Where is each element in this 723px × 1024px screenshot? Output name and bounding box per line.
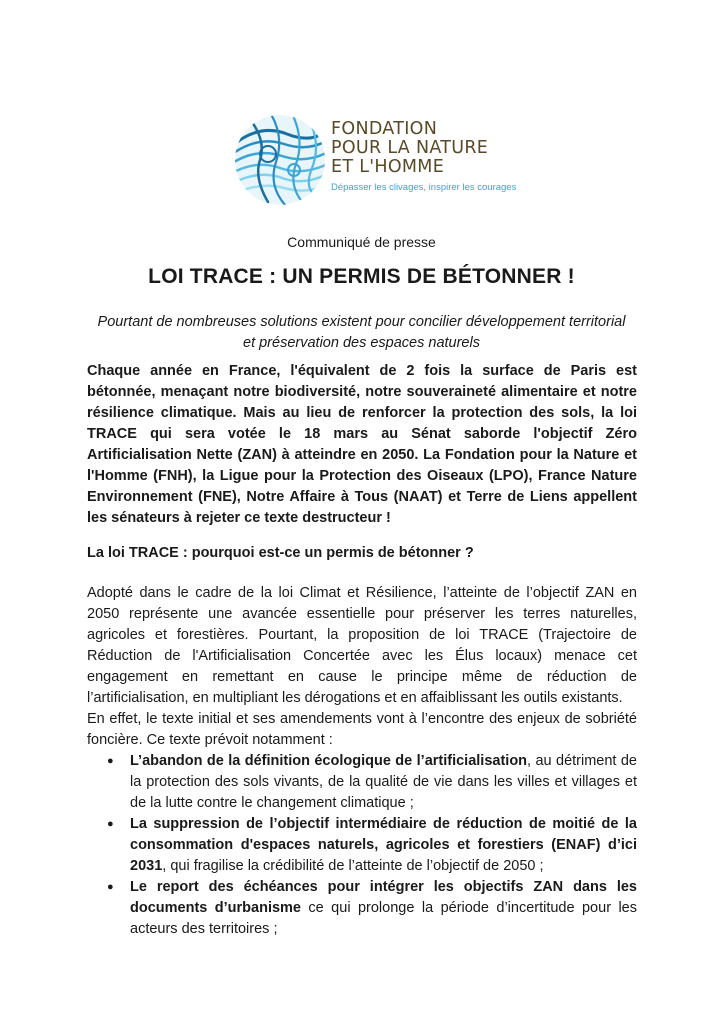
press-release-label: Communiqué de presse [287,234,436,250]
logo-line-1: FONDATION [331,119,438,139]
paragraph-2: En effet, le texte initial et ses amendements vont à l’encontre des enjeux de sobriété foncière. Ce texte prévoit notamment : [87,711,637,748]
bullet-list [87,751,637,940]
list-item [130,751,637,814]
intro-paragraph: Chaque année en France, l'équivalent de 2 fois la surface de Paris est bétonnée, menaçant notre biodiversité, notre souveraineté alimentaire et notre résilience climatique. Mais au lieu de renforcer la protection des sols, la loi TRACE qui sera votée le 18 mars au Sénat saborde l'objectif Zéro Artificialisation Nette (ZAN) à atteindre en 2050. La Fondation pour la Nature et l'Homme (FNH), la Ligue pour la Protection des Oiseaux (LPO), France Nature Environnement (FNE), Notre Affaire à Tous (NAAT) et Terre de Liens appellent les sénateurs à rejeter ce texte destructeur ! [87,363,637,526]
list-item-text: ce qui prolonge la période d’incertitude pour les acteurs des territoires ; [130,900,637,937]
list-item-text: , au détriment de la protection des sols vivants, de la qualité de vie dans les villes et villages et de la lutte contre le changement climatique ; [130,753,637,811]
list-item-bold: Le report des échéances pour intégrer les objectifs ZAN dans les documents d’urbanisme [130,879,637,916]
logo-line-3: ET L'HOMME [331,157,445,177]
list-item-bold: La suppression de l’objectif intermédiaire de réduction de moitié de la consommation d'espaces naturels, agricoles et forestiers (ENAF) d’ici 2031 [130,816,637,874]
list-item-bold: L’abandon de la définition écologique de l’artificialisation [130,753,528,769]
page-title: LOI TRACE : UN PERMIS DE BÉTONNER ! [148,265,575,288]
list-item [130,814,637,877]
list-item [130,877,637,940]
body-text [87,583,637,940]
section-heading: La loi TRACE : pourquoi est-ce un permis de bétonner ? [87,545,474,561]
subtitle: Pourtant de nombreuses solutions existent pour concilier développement territorial et préservation des espaces naturels [97,314,626,351]
list-item-text: , qui fragilise la crédibilité de l’atteinte de l’objectif de 2050 ; [162,858,544,874]
logo-tagline: Dépasser les clivages, inspirer les courages [331,182,517,193]
logo-line-2: POUR LA NATURE [331,138,489,158]
fnh-logo [232,112,517,212]
paragraph-1: Adopté dans le cadre de la loi Climat et Résilience, l’atteinte de l’objectif ZAN en 2050 représente une avancée essentielle pour préserver les terres naturelles, agricoles et forestières. Pourtant, la proposition de loi TRACE (Trajectoire de Réduction de l'Artificialisation Concertée avec les Élus locaux) menace cet engagement en remettant en cause le principe même de réduction de l’artificialisation, en multipliant les dérogations et en affaiblissant les outils existants. [87,585,637,706]
fingerprint-globe-icon [232,112,328,208]
